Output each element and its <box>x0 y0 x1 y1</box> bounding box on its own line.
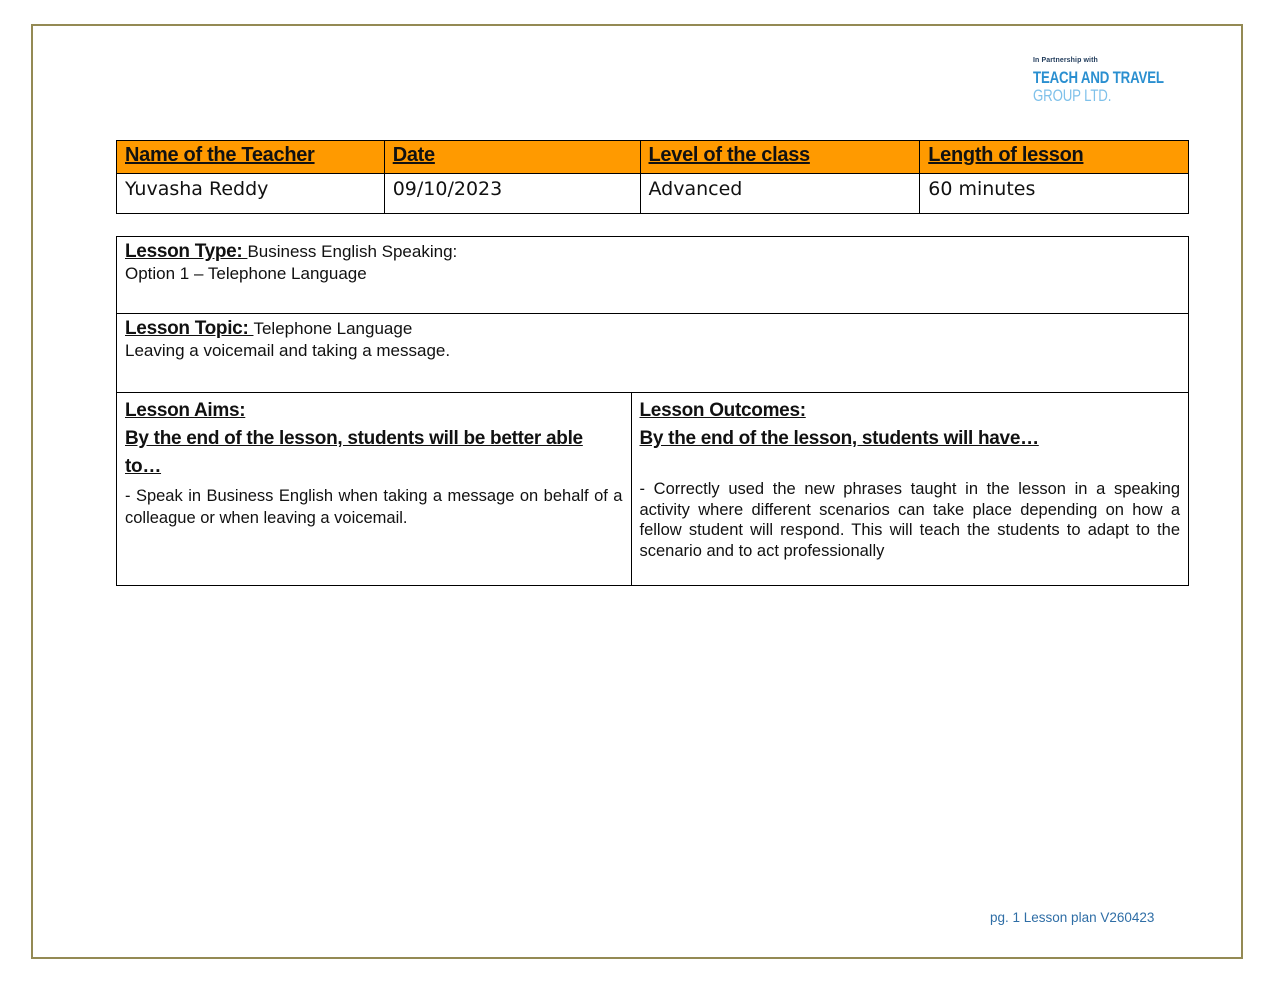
lesson-aims-cell <box>117 393 632 586</box>
header-length-cell <box>920 141 1189 174</box>
info-value-row <box>117 174 1189 214</box>
lesson-type-label: Lesson Type: <box>125 241 248 262</box>
lesson-type-row <box>117 237 1189 314</box>
lesson-outcomes-body: - Correctly used the new phrases taught in the lesson in a speaking activity where different scenarios can take place depending on how a fellow student will respond. This will teach the students to adapt to the scenario and to act professionally <box>639 480 1180 560</box>
lesson-type-option: Option 1 – Telephone Language <box>125 264 367 283</box>
page-footer: pg. 1 Lesson plan V260423 <box>990 910 1155 925</box>
logo-line-2: GROUP LTD. <box>1033 86 1112 105</box>
class-level: Advanced <box>640 174 920 214</box>
lesson-date: 09/10/2023 <box>384 174 640 214</box>
lesson-info-table <box>116 140 1189 214</box>
header-date: Date <box>392 144 435 166</box>
logo-partner-text: In Partnership with <box>1033 57 1098 64</box>
header-level-cell <box>640 141 920 174</box>
info-header-row <box>117 141 1189 174</box>
header-length: Length of lesson <box>928 144 1084 166</box>
lesson-outcomes-intro: By the end of the lesson, students will have… <box>639 428 1039 449</box>
partner-logo <box>1033 57 1173 104</box>
lesson-type-value: Business English Speaking: <box>247 242 458 261</box>
lesson-aims-body: - Speak in Business English when taking a message on behalf of a colleague or when leaving a voicemail. <box>125 487 623 527</box>
logo-line-1: TEACH AND TRAVEL <box>1033 68 1164 87</box>
header-teacher-cell <box>117 141 385 174</box>
lesson-type-cell <box>117 237 1189 314</box>
lesson-details-table <box>116 236 1189 586</box>
lesson-topic-value: Telephone Language <box>253 319 413 338</box>
lesson-topic-cell <box>117 314 1189 393</box>
teacher-name: Yuvasha Reddy <box>117 174 385 214</box>
lesson-outcomes-label: Lesson Outcomes: <box>639 400 806 421</box>
header-level: Level of the class <box>648 144 810 166</box>
lesson-aims-label: Lesson Aims: <box>125 400 246 421</box>
lesson-topic-detail: Leaving a voicemail and taking a message. <box>125 341 451 360</box>
lesson-aims-intro: By the end of the lesson, students will be better able to… <box>125 428 583 477</box>
lesson-topic-label: Lesson Topic: <box>125 318 254 339</box>
aims-outcomes-row <box>117 393 1189 586</box>
header-date-cell <box>384 141 640 174</box>
lesson-topic-row <box>117 314 1189 393</box>
lesson-length: 60 minutes <box>920 174 1189 214</box>
lesson-outcomes-cell <box>631 393 1189 586</box>
header-teacher: Name of the Teacher <box>125 144 315 166</box>
